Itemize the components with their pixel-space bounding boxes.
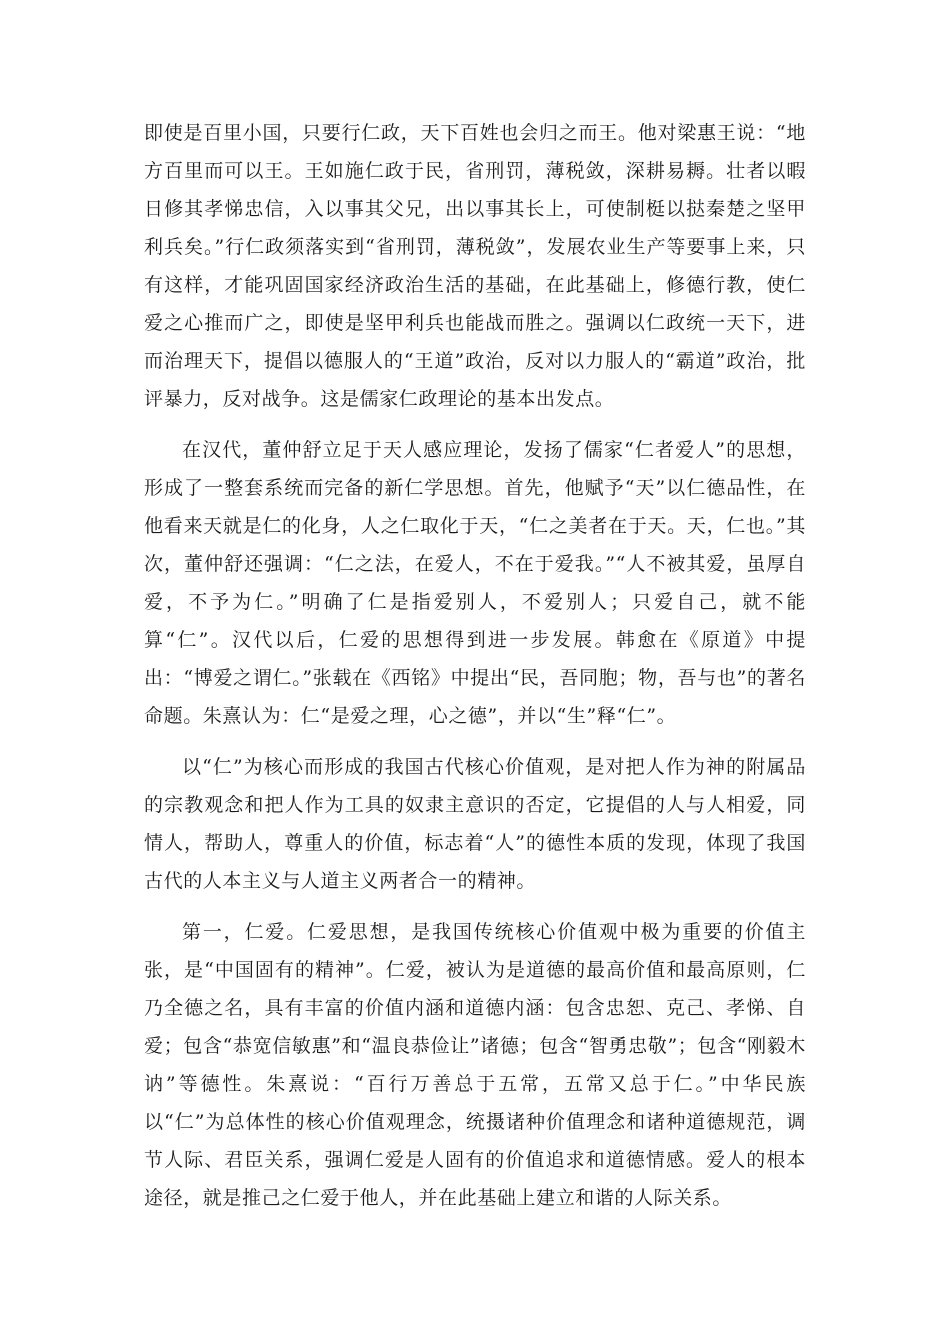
paragraph-han-dynasty: 在汉代，董仲舒立足于天人感应理论，发扬了儒家“仁者爱人”的思想，形成了一整套系统而完备的新仁学思想。首先，他赋予“天”以仁德品性，在他看来天就是仁的化身，人之仁取化于天，“仁之美者在于天。天，仁也。”其次，董仲舒还强调：“仁之法，在爱人，不在于爱我。”“人不被其爱，虽厚自爱，不予为仁。”明确了仁是指爱别人，不爱别人；只爱自己，就不能算“仁”。汉代以后，仁爱的思想得到进一步发展。韩愈在《原道》中提出：“博爱之谓仁。”张载在《西铭》中提出“民，吾同胞；物，吾与也”的著名命题。朱熹认为：仁“是爱之理，心之德”，并以“生”释“仁”。 [144,439,806,727]
paragraph-core-values: 以“仁”为核心而形成的我国古代核心价值观，是对把人作为神的附属品的宗教观念和把人作为工具的奴隶主意识的否定，它提倡的人与人相爱，同情人，帮助人，尊重人的价值，标志着“人”的德性本质的发现，体现了我国古代的人本主义与人道主义两者合一的精神。 [144,756,806,892]
document-page [144,114,806,1230]
paragraph-first-benevolence: 第一，仁爱。仁爱思想，是我国传统核心价值观中极为重要的价值主张，是“中国固有的精神”。仁爱，被认为是道德的最高价值和最高原则，仁乃全德之名，具有丰富的价值内涵和道德内涵：包含忠恕、克己、孝悌、自爱；包含“恭宽信敏惠”和“温良恭俭让”诸德；包含“智勇忠敬”；包含“刚毅木讷”等德性。朱熹说：“百行万善总于五常，五常又总于仁。”中华民族以“仁”为总体性的核心价值观理念，统摄诸种价值理念和诸种道德规范，调节人际、君臣关系，强调仁爱是人固有的价值追求和道德情感。爱人的根本途径，就是推己之仁爱于他人，并在此基础上建立和谐的人际关系。 [144,921,806,1209]
paragraph-continuation: 即使是百里小国，只要行仁政，天下百姓也会归之而王。他对梁惠王说：“地方百里而可以王。王如施仁政于民，省刑罚，薄税敛，深耕易耨。壮者以暇日修其孝悌忠信，入以事其父兄，出以事其长上，可使制梃以挞秦楚之坚甲利兵矣。”行仁政须落实到“省刑罚，薄税敛”，发展农业生产等要事上来，只有这样，才能巩固国家经济政治生活的基础，在此基础上，修德行教，使仁爱之心推而广之，即使是坚甲利兵也能战而胜之。强调以仁政统一天下，进而治理天下，提倡以德服人的“王道”政治，反对以力服人的“霸道”政治，批评暴力，反对战争。这是儒家仁政理论的基本出发点。 [144,122,806,410]
